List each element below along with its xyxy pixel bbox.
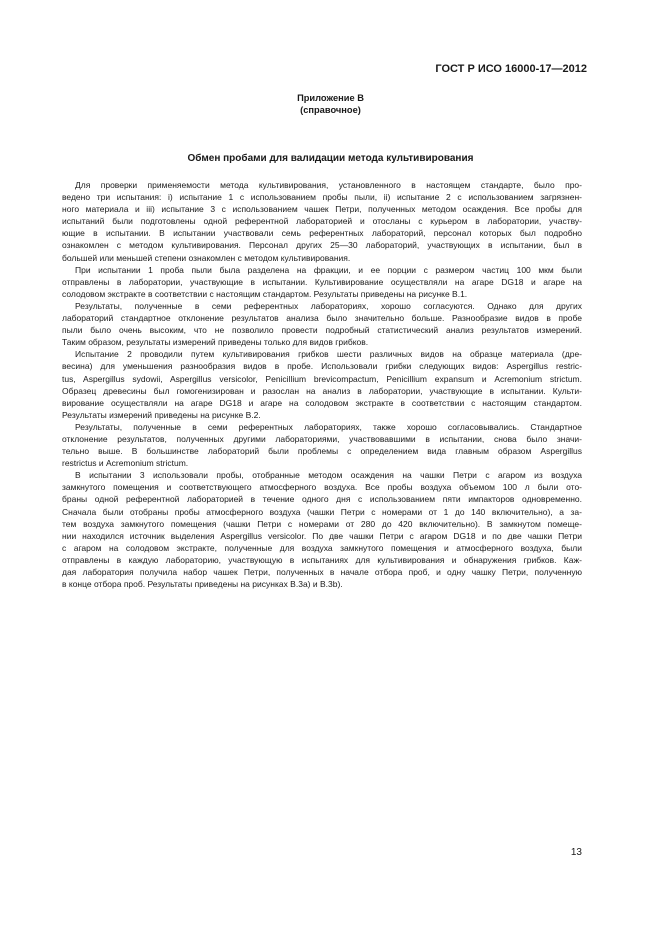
text-line: Для проверки применяемости метода культивирования, установленного в настоящем стандарте, было про- [75, 180, 582, 190]
text-line: браны одной референтной лабораторией в течение одного дня с использованием пяти импакторов одновременно. [62, 494, 582, 505]
text-line: пыли было очень высоким, что не позволило провести подробный статистический анализ результатов измерений. [62, 325, 582, 336]
text-line: дая лаборатория получила набор чашек Петри, полученных в начале отбора проб, и одну чашку Петри, полученную [62, 567, 582, 577]
text-line: При испытании 1 проба пыли была разделена на фракции, и ее порции с размером частиц 100 мкм были [75, 264, 582, 275]
text-line: отправлены в лаборатории, участвующие в испытании. Культивирование осуществляли на агаре DG18 и агаре на [62, 276, 582, 287]
annex-heading [0, 92, 661, 116]
text-line: с агаром на солодовом экстракте, полученные для воздуха замкнутого помещения и атмосферного воздуха, были [62, 542, 582, 553]
text-line: В испытании 3 использовали пробы, отобранные методом осаждения на чашки Петри с агаром из воздуха [75, 470, 582, 481]
text-line: солодовом экстракте в соответствии с настоящим стандартом. Результаты приведены на рисунке В.1. [62, 288, 468, 299]
text-line: restrictus и Acremonium strictum. [62, 458, 189, 469]
text-line: вирование осуществляли на агаре DG18 и агаре на солодовом экстракте в соответствии с настоящим стандартом. [62, 397, 582, 408]
text-line: ознакомлен с методом культивирования. Персонал других 25—30 лабораторий, участвующих в испытании, был в [62, 240, 582, 251]
text-line: отклонение результатов, полученных другими лабораториями, участвовавшими в испытании, снова было значи- [62, 433, 582, 444]
text-line: в конце отбора проб. Результаты приведены на рисунках В.3а) и В.3b). [62, 579, 343, 590]
text-line: отправлены в каждую лабораторию, участвующую в испытаниях для культивирования и обнаружения грибков. Каж- [62, 554, 582, 565]
text-line: Таким образом, результаты измерений приведены только для видов грибков. [62, 337, 369, 348]
text-line: весина) для уменьшения разнообразия видов в пробе. Использовали грибки следующих видов: Aspergillus restric- [62, 361, 582, 372]
text-line: Испытание 2 проводили путем культивирования грибков шести различных видов на образце материала (дре- [75, 349, 582, 360]
text-line: тем воздуха замкнутого помещения (чашки Петри с номерами от 280 до 420 включительно). В замкнутом помеще- [62, 518, 582, 529]
text-line: ющие в испытании. В испытании участвовали семь референтных лабораторий, персонал которых был подробно [62, 228, 582, 239]
section-title: Обмен пробами для валидации метода культивирования [187, 153, 474, 164]
annex-title: Приложение В [297, 93, 364, 103]
text-line: ного материала и iii) испытание 3 с использованием чашек Петри, полученных методом осаждения. Все пробы для [62, 204, 582, 215]
text-line: Образец древесины был гомогенизирован и разослан на анализ в лаборатории, участвующие в испытании. Культи- [62, 385, 582, 396]
text-line: tus, Aspergillus sydowii, Aspergillus versicolor, Penicillium brevicompactum, Penicillium expansum и Acremonium strictum. [62, 373, 582, 384]
text-line: Результаты, полученные в семи референтных лабораториях, хорошо согласуются. Однако для других [75, 300, 582, 311]
standard-designation: ГОСТ Р ИСО 16000-17—2012 [435, 63, 587, 75]
text-line: Результаты измерений приведены на рисунке В.2. [62, 409, 261, 420]
text-line: Результаты, полученные в семи референтных лабораториях, также хорошо согласовывались. Стандартное [75, 421, 582, 432]
text-line: лабораторий стандартное отклонение результатов анализа было значительно больше. Разнообразие видов в пробе [62, 313, 582, 324]
body-text [62, 179, 582, 590]
text-line: тельно выше. В большинстве лабораторий были проблемы с определением вида главным образом Aspergillus [62, 446, 582, 457]
page-number: 13 [570, 847, 582, 858]
text-line: ведено три испытания: i) испытание 1 с использованием пробы пыли, ii) испытание 2 с использованием загрязнен- [62, 192, 582, 203]
text-line: испытаний были подготовлены одной референтной лабораторией и отосланы с курьером в лаборатории, участву- [62, 216, 582, 227]
text-line: замкнутого помещения и соответствующего атмосферного воздуха. Все пробы воздуха объемом 100 л были ото- [62, 482, 582, 493]
text-line: нии находился источник выделения Aspergillus versicolor. По две чашки Петри с агаром DG18 и по две чашки Петри [62, 530, 582, 541]
annex-subtitle: (справочное) [300, 105, 361, 115]
text-line: Сначала были отобраны пробы атмосферного воздуха (чашки Петри с номерами от 1 до 140 включительно), а за- [62, 506, 582, 517]
text-line: большей или меньшей степени ознакомлен с методом культивирования. [62, 252, 351, 263]
